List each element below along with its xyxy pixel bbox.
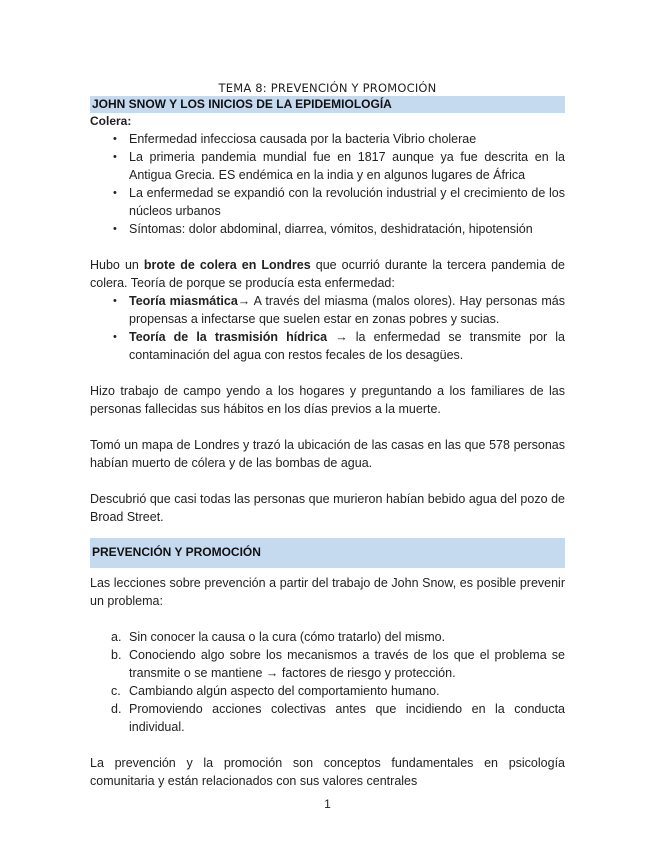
outbreak-paragraph: [90, 256, 565, 292]
list-item: [111, 700, 565, 736]
list-item: [111, 646, 565, 682]
list-item: [111, 682, 565, 700]
theory-name: Teoría miasmática: [129, 294, 238, 308]
colera-bullet-list: [90, 130, 565, 238]
list-text: Cambiando algún aspecto del comportamiento humano.: [129, 684, 440, 698]
list-marker: c.: [111, 684, 121, 698]
prevention-list: [90, 628, 565, 736]
subheading-colera: Colera:: [90, 114, 132, 128]
list-item: [129, 328, 565, 364]
list-item: [111, 628, 565, 646]
outbreak-text-pre: Hubo un: [90, 258, 144, 272]
document-page: [90, 0, 565, 790]
section-heading-john-snow: JOHN SNOW Y LOS INICIOS DE LA EPIDEMIOLOGÍA: [90, 96, 565, 113]
page-number: 1: [324, 797, 331, 811]
list-text: Conociendo algo sobre los mecanismos a través de los que el problema se transmite o se mantiene → factores de riesgo y protección.: [129, 648, 565, 680]
list-marker: a.: [111, 630, 122, 644]
prevention-intro: Las lecciones sobre prevención a partir del trabajo de John Snow, es posible prevenir un problema:: [90, 576, 565, 608]
document-title: TEMA 8: PREVENCIÓN Y PROMOCIÓN: [218, 81, 437, 95]
list-text: Promoviendo acciones colectivas antes que incidiendo en la conducta individual.: [129, 702, 565, 734]
outbreak-text-post: que ocurrió durante la tercera pandemia de colera. Teoría de porque se producía esta enfermedad:: [90, 258, 565, 290]
list-text: Sin conocer la causa o la cura (cómo tratarlo) del mismo.: [129, 630, 446, 644]
paragraph-broad-street: Descubrió que casi todas las personas que murieron habían bebido agua del pozo de Broad Street.: [90, 492, 565, 524]
theory-text: → A través del miasma (malos olores). Hay personas más propensas a infectarse que suelen estar en zonas pobres y sucias.: [129, 294, 565, 326]
list-item: [129, 292, 565, 328]
theory-text: → la enfermedad se transmite por la contaminación del agua con restos fecales de los desagües.: [129, 330, 565, 362]
list-item: • La primeria pandemia mundial fue en 1817 aunque ya fue descrita en la Antigua Grecia. ES endémica en la india y en algunos lugares de África: [129, 148, 565, 184]
list-marker: d.: [111, 702, 122, 716]
list-marker: b.: [111, 648, 122, 662]
theory-bullet-list: [90, 292, 565, 364]
list-item: • Enfermedad infecciosa causada por la bacteria Vibrio cholerae: [129, 130, 565, 148]
list-item: • La enfermedad se expandió con la revolución industrial y el crecimiento de los núcleos urbanos: [129, 184, 565, 220]
list-item: • Síntomas: dolor abdominal, diarrea, vómitos, deshidratación, hipotensión: [129, 220, 565, 238]
theory-name: Teoría de la trasmisión hídrica: [129, 330, 328, 344]
paragraph-field-work: Hizo trabajo de campo yendo a los hogares y preguntando a los familiares de las personas fallecidas sus hábitos en los días previos a la muerte.: [90, 384, 565, 416]
section-heading-prevencion: PREVENCIÓN Y PROMOCIÓN: [90, 538, 565, 568]
closing-paragraph: La prevención y la promoción son conceptos fundamentales en psicología comunitaria y están relacionados con sus valores centrales: [90, 756, 565, 788]
outbreak-text-bold: brote de colera en Londres: [143, 258, 311, 272]
paragraph-map: Tomó un mapa de Londres y trazó la ubicación de las casas en las que 578 personas habían muerto de cólera y de las bombas de agua.: [90, 438, 565, 470]
